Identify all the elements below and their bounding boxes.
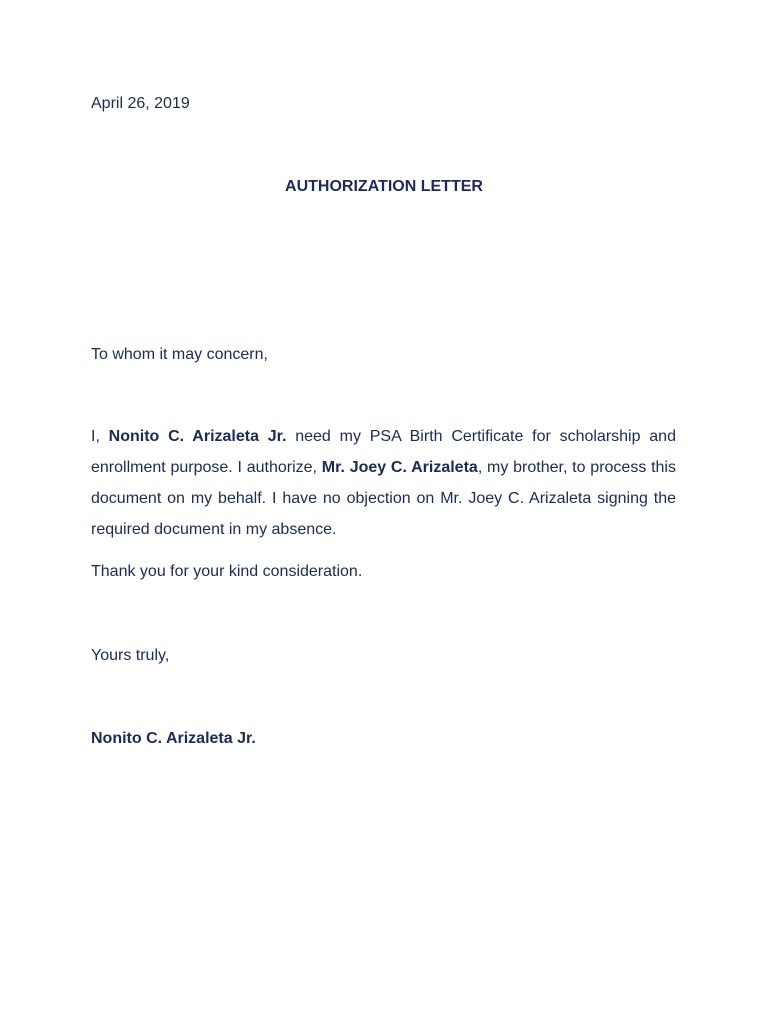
body-text-part-1: I, (91, 428, 109, 445)
letter-date: April 26, 2019 (91, 95, 190, 112)
signature-name: Nonito C. Arizaleta Jr. (91, 730, 256, 747)
letter-thanks: Thank you for your kind consideration. (91, 563, 363, 580)
letter-title: AUTHORIZATION LETTER (285, 178, 483, 195)
letter-closing: Yours truly, (91, 647, 170, 664)
letter-salutation: To whom it may concern, (91, 346, 268, 363)
body-text-part-3: , my brother, to process this document on my behalf. I have no objection on Mr. Joey C. Arizaleta signing the required document in my absence. (91, 459, 676, 538)
letter-body (91, 421, 676, 545)
body-text-part-2: need my PSA Birth Certificate for scholarship and enrollment purpose. I authorize, (91, 428, 676, 476)
sender-name-bold: Nonito C. Arizaleta Jr. (108, 428, 287, 445)
authorized-person-bold: Mr. Joey C. Arizaleta (321, 459, 478, 476)
